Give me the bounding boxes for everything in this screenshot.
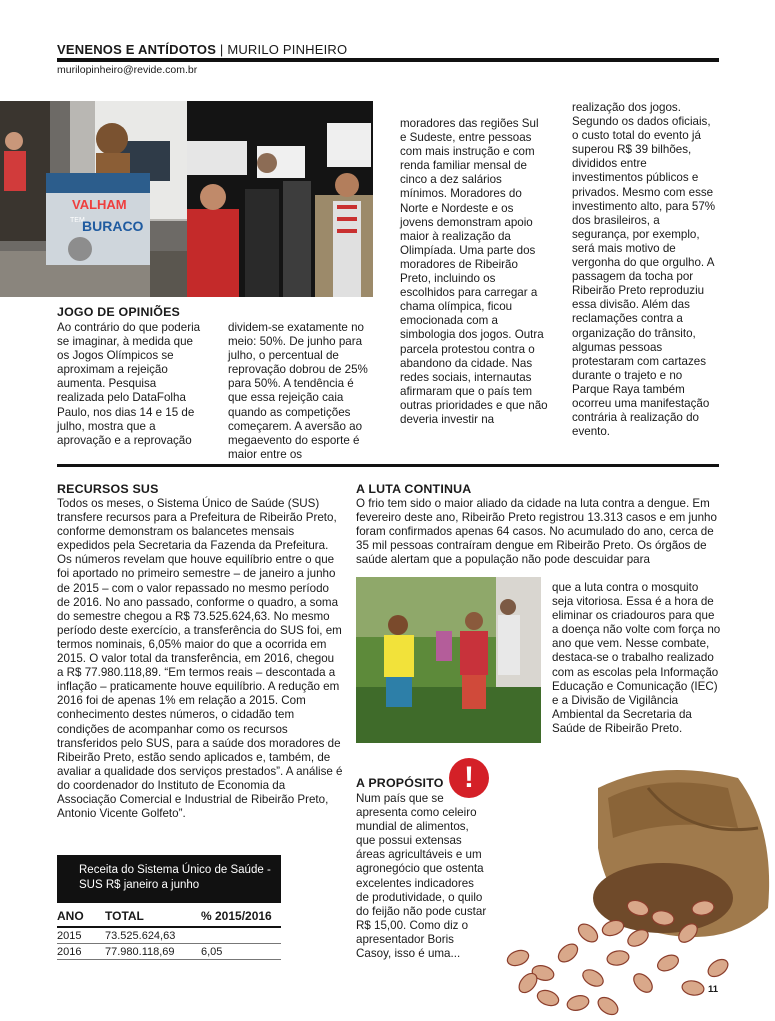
jogo-column-3 (400, 117, 548, 427)
section-rule (57, 464, 719, 467)
title-separator: | (219, 42, 224, 57)
jogo-text-2: dividem-se exatamente no meio: 50%. De junho para julho, o percentual de reprovação dobrou de 25% para 50%. A tendência é que essa rejeição caia quando as competições começarem. A aversão ao megaevento do esporte é maior entre os (228, 321, 368, 461)
table-header-row (57, 909, 281, 927)
cell-ano: 2015 (57, 927, 105, 944)
svg-text:TEM: TEM (70, 217, 85, 224)
photo-parade (0, 101, 187, 297)
jogo-text-3: moradores das regiões Sul e Sudeste, entre pessoas com mais instrução e com renda familiar mensal de cinco a dez salários mínimos. Moradores do Norte e Nordeste e os jovens demonstram apoio maior à realização da Olimpíada. Uma parte dos moradores de Ribeirão Preto, incluindo os escolhidos para carregar a chama olímpica, ficou emocionada com a simbologia dos jogos. Outra parcela protestou contra o abandono da cidade. Nas redes sociais, internautas afirmaram que o país tem outras prioridades e que não deveria investir na (400, 117, 548, 426)
sus-column (57, 497, 343, 821)
jogo-column-2 (228, 321, 374, 462)
luta-text-side: que a luta contra o mosquito seja vitoriosa. Essa é a hora de eliminar os criadouros para que a doença não volte com força no ano que vem. Nesse combate, destaca-se o trabalho realizado com as escolas pela Informação Educação e Comunicação (IEC) e a Divisão de Vigilância Ambiental da Secretaria da Saúde de Ribeirão Preto. (552, 581, 721, 735)
section-name: VENENOS E ANTÍDOTOS (57, 42, 217, 57)
sus-table-title (57, 855, 281, 903)
jogo-heading: JOGO DE OPINIÕES (57, 305, 181, 319)
col-total: TOTAL (105, 909, 201, 927)
luta-column-side (552, 581, 722, 736)
exclamation-glyph: ! (464, 761, 474, 794)
photo-protest (187, 101, 373, 297)
svg-text:BURACO: BURACO (82, 218, 144, 234)
cell-total: 77.980.118,69 (105, 944, 201, 960)
luta-text-top: O frio tem sido o maior aliado da cidade na luta contra a dengue. Em fevereiro deste ano, Ribeirão Preto registrou 13.313 casos e em junho foram confirmados apenas 64 casos. No acumulado do ano, cerca de 35 mil pessoas contraíram dengue em Ribeirão Preto. Os órgãos de saúde alertam que a população não pode descuidar para (356, 497, 717, 567)
author-email-link[interactable]: murilopinheiro@revide.com.br (57, 64, 198, 76)
table-row (57, 927, 281, 944)
proposito-heading: A PROPÓSITO (356, 776, 444, 790)
luta-heading: A LUTA CONTINUA (356, 482, 472, 496)
photo-beans-sack (488, 758, 775, 1021)
sus-table-title-text: Receita do Sistema Único de Saúde - SUS R$ janeiro a junho (79, 864, 271, 891)
sus-table (57, 909, 281, 960)
svg-text:VALHAM: VALHAM (72, 197, 127, 212)
proposito-column (356, 792, 490, 961)
header-rule (57, 58, 719, 62)
proposito-text: Num país que se apresenta como celeiro mundial de alimentos, que possui extensas áreas agricultáveis e um agronegócio que ostenta excelentes indicadores de produtividade, o quilo do feijão não pode custar R$ 15,00. Como diz o apresentador Boris Casoy, isso é uma... (356, 792, 487, 961)
jogo-column-4 (572, 101, 720, 439)
photo-dengue-team (356, 577, 541, 743)
jogo-text-1: Ao contrário do que poderia se imaginar, à medida que os Jogos Olímpicos se aproximam a rejeição aumenta. Pesquisa realizada pelo DataFolha Paulo, nos dias 14 e 15 de julho, mostra que a aprovação e a reprovação (57, 321, 201, 447)
col-ano: ANO (57, 909, 105, 927)
table-row (57, 944, 281, 960)
jogo-column-1 (57, 321, 205, 448)
cell-percent (201, 927, 281, 944)
cell-ano: 2016 (57, 944, 105, 960)
luta-column-top (356, 497, 720, 567)
sus-heading: RECURSOS SUS (57, 482, 159, 496)
col-percent: % 2015/2016 (201, 909, 281, 927)
cell-total: 73.525.624,63 (105, 927, 201, 944)
jogo-text-4: realização dos jogos. Segundo os dados oficiais, o custo total do evento já superou R$ 39 bilhões, divididos entre investimentos públicos e privados. Mesmo com esse investimento alto, para 57% dos brasileiros, a segurança, por exemplo, será mais motivo de vergonha do que orgulho. A passagem da tocha por Ribeirão Preto reproduziu essa divisão. Além das reclamações contra a organização do trânsito, algumas pessoas protestaram com cartazes durante o trajeto e no Parque Raya também ocorreu uma manifestação contrária à realização do evento. (572, 101, 716, 439)
sus-text: Todos os meses, o Sistema Único de Saúde (SUS) transfere recursos para a Prefeitura de Ribeirão Preto, conforme demonstram os balancetes mensais expedidos pela Secretaria da Fazenda da Prefeitura. Os números revelam que houve equilíbrio entre o que foi aportado no primeiro semestre – de janeiro a junho de 2015 – com o valor repassado no mesmo período de 2016. No ano passado, conforme o quadro, a soma do semestre chegou a R$ 73.525.624,63. No mesmo período deste exercício, a transferência do SUS foi, em termos nominais, 6,05% maior do que a ocorrida em 2015. O valor total da transferência, em 2016, chegou a R$ 77.980.118,89. “Em termos reais – descontada a inflação – praticamente houve equilíbrio. A redução em 2016 foi de apenas 1% em relação a 2015. Com conhecimento destes números, o cidadão tem condições de acompanhar como os recursos transferidos pelo SUS, para a saúde dos moradores de Ribeirão Preto, estão sendo aplicados e, também, de avaliar a qualidade dos serviços prestados”. A análise é do coordenador do Instituto de Economia da Associação Comercial e Industrial de Ribeirão Preto, Antonio Vicente Golfeto”. (57, 497, 343, 821)
column-title (57, 42, 347, 57)
cell-percent: 6,05 (201, 944, 281, 960)
page-number: 11 (708, 984, 719, 995)
author-name: MURILO PINHEIRO (227, 42, 348, 57)
